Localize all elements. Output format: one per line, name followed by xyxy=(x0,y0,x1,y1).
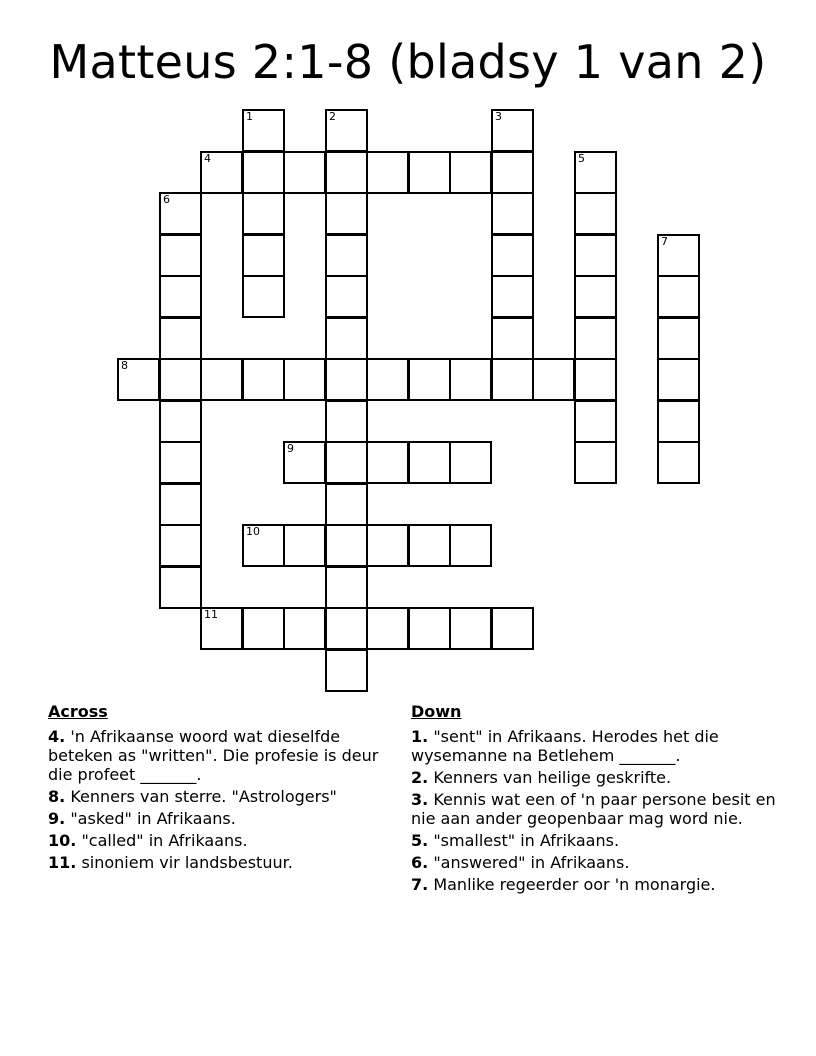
grid-cell[interactable] xyxy=(491,151,534,194)
grid-cell[interactable] xyxy=(325,317,368,360)
clue-down-6 xyxy=(411,853,781,872)
across-clue-list xyxy=(48,727,388,872)
down-heading: Down xyxy=(411,702,462,721)
clue-down-5 xyxy=(411,831,781,850)
clue-text: "answered" in Afrikaans. xyxy=(433,853,630,872)
grid-cell[interactable] xyxy=(325,192,368,235)
grid-cell[interactable] xyxy=(117,358,160,401)
grid-cell[interactable] xyxy=(325,109,368,152)
clue-number: 6. xyxy=(411,853,429,872)
grid-cell[interactable] xyxy=(159,275,202,318)
clue-across-9 xyxy=(48,809,388,828)
grid-cell[interactable] xyxy=(283,441,326,484)
grid-cell[interactable] xyxy=(657,400,700,443)
cell-number: 10 xyxy=(246,525,260,538)
grid-cell[interactable] xyxy=(366,607,409,650)
grid-cell[interactable] xyxy=(242,234,285,277)
grid-cell[interactable] xyxy=(159,524,202,567)
grid-cell[interactable] xyxy=(325,649,368,692)
grid-cell[interactable] xyxy=(408,151,451,194)
clue-text: 'n Afrikaanse woord wat dieselfde beteken as "written". Die profesie is deur die profeet _______. xyxy=(48,727,379,784)
cell-number: 3 xyxy=(495,110,502,123)
grid-cell[interactable] xyxy=(242,151,285,194)
clue-across-4 xyxy=(48,727,388,784)
clue-text: "smallest" in Afrikaans. xyxy=(433,831,620,850)
grid-cell[interactable] xyxy=(657,234,700,277)
grid-cell[interactable] xyxy=(325,151,368,194)
grid-cell[interactable] xyxy=(366,524,409,567)
grid-cell[interactable] xyxy=(574,192,617,235)
down-clues xyxy=(411,702,781,897)
grid-cell[interactable] xyxy=(491,275,534,318)
grid-cell[interactable] xyxy=(657,358,700,401)
clue-number: 7. xyxy=(411,875,429,894)
grid-cell[interactable] xyxy=(325,358,368,401)
grid-cell[interactable] xyxy=(491,358,534,401)
grid-cell[interactable] xyxy=(325,275,368,318)
grid-cell[interactable] xyxy=(574,400,617,443)
grid-cell[interactable] xyxy=(532,358,575,401)
clue-number: 3. xyxy=(411,790,429,809)
grid-cell[interactable] xyxy=(159,400,202,443)
grid-cell[interactable] xyxy=(449,358,492,401)
grid-cell[interactable] xyxy=(242,607,285,650)
grid-cell[interactable] xyxy=(366,358,409,401)
grid-cell[interactable] xyxy=(449,524,492,567)
clue-number: 11. xyxy=(48,853,77,872)
grid-cell[interactable] xyxy=(408,358,451,401)
grid-cell[interactable] xyxy=(657,317,700,360)
grid-cell[interactable] xyxy=(159,483,202,526)
cell-number: 8 xyxy=(121,359,128,372)
cell-number: 1 xyxy=(246,110,253,123)
grid-cell[interactable] xyxy=(325,441,368,484)
clue-number: 9. xyxy=(48,809,66,828)
cell-number: 11 xyxy=(204,608,218,621)
grid-cell[interactable] xyxy=(283,358,326,401)
grid-cell[interactable] xyxy=(325,483,368,526)
clue-text: "asked" in Afrikaans. xyxy=(70,809,236,828)
across-heading: Across xyxy=(48,702,108,721)
grid-cell[interactable] xyxy=(200,607,243,650)
grid-cell[interactable] xyxy=(283,607,326,650)
clue-number: 10. xyxy=(48,831,77,850)
grid-cell[interactable] xyxy=(491,317,534,360)
grid-cell[interactable] xyxy=(159,441,202,484)
grid-cell[interactable] xyxy=(408,524,451,567)
grid-cell[interactable] xyxy=(574,441,617,484)
grid-cell[interactable] xyxy=(200,358,243,401)
grid-cell[interactable] xyxy=(491,192,534,235)
clue-text: Manlike regeerder oor 'n monargie. xyxy=(433,875,716,894)
grid-cell[interactable] xyxy=(491,234,534,277)
grid-cell[interactable] xyxy=(366,151,409,194)
across-clues xyxy=(48,702,388,875)
clue-down-2 xyxy=(411,768,781,787)
clue-across-11 xyxy=(48,853,388,872)
grid-cell[interactable] xyxy=(159,192,202,235)
grid-cell[interactable] xyxy=(574,151,617,194)
clue-text: Kenners van heilige geskrifte. xyxy=(433,768,672,787)
grid-cell[interactable] xyxy=(159,317,202,360)
cell-number: 4 xyxy=(204,152,211,165)
cell-number: 9 xyxy=(287,442,294,455)
cell-number: 7 xyxy=(661,235,668,248)
clue-down-3 xyxy=(411,790,781,828)
clue-text: Kennis wat een of 'n paar persone besit en nie aan ander geopenbaar mag word nie. xyxy=(411,790,776,828)
grid-cell[interactable] xyxy=(325,607,368,650)
grid-cell[interactable] xyxy=(325,566,368,609)
down-clue-list xyxy=(411,727,781,894)
clue-text: "sent" in Afrikaans. Herodes het die wysemanne na Betlehem _______. xyxy=(411,727,719,765)
clue-number: 5. xyxy=(411,831,429,850)
grid-cell[interactable] xyxy=(449,441,492,484)
clue-number: 8. xyxy=(48,787,66,806)
clue-down-1 xyxy=(411,727,781,765)
clue-text: "called" in Afrikaans. xyxy=(81,831,248,850)
grid-cell[interactable] xyxy=(283,524,326,567)
grid-cell[interactable] xyxy=(449,607,492,650)
grid-cell[interactable] xyxy=(159,566,202,609)
cell-number: 6 xyxy=(163,193,170,206)
grid-cell[interactable] xyxy=(408,607,451,650)
clue-down-7 xyxy=(411,875,781,894)
grid-cell[interactable] xyxy=(242,109,285,152)
cell-number: 2 xyxy=(329,110,336,123)
grid-cell[interactable] xyxy=(242,524,285,567)
clue-across-10 xyxy=(48,831,388,850)
cell-number: 5 xyxy=(578,152,585,165)
page-title: Matteus 2:1-8 (bladsy 1 van 2) xyxy=(49,35,767,89)
grid-cell[interactable] xyxy=(325,234,368,277)
clue-number: 2. xyxy=(411,768,429,787)
grid-cell[interactable] xyxy=(574,234,617,277)
grid-cell[interactable] xyxy=(366,441,409,484)
grid-cell[interactable] xyxy=(574,275,617,318)
grid-cell[interactable] xyxy=(657,275,700,318)
clue-text: sinoniem vir landsbestuur. xyxy=(81,853,293,872)
grid-cell[interactable] xyxy=(242,192,285,235)
grid-cell[interactable] xyxy=(491,109,534,152)
grid-cell[interactable] xyxy=(491,607,534,650)
grid-cell[interactable] xyxy=(657,441,700,484)
grid-cell[interactable] xyxy=(159,234,202,277)
grid-cell[interactable] xyxy=(242,358,285,401)
grid-cell[interactable] xyxy=(574,358,617,401)
grid-cell[interactable] xyxy=(200,151,243,194)
clue-number: 1. xyxy=(411,727,429,746)
clue-across-8 xyxy=(48,787,388,806)
grid-cell[interactable] xyxy=(408,441,451,484)
clue-text: Kenners van sterre. "Astrologers" xyxy=(70,787,337,806)
grid-cell[interactable] xyxy=(283,151,326,194)
grid-cell[interactable] xyxy=(159,358,202,401)
grid-cell[interactable] xyxy=(325,524,368,567)
grid-cell[interactable] xyxy=(449,151,492,194)
grid-cell[interactable] xyxy=(574,317,617,360)
grid-cell[interactable] xyxy=(325,400,368,443)
grid-cell[interactable] xyxy=(242,275,285,318)
clue-number: 4. xyxy=(48,727,66,746)
